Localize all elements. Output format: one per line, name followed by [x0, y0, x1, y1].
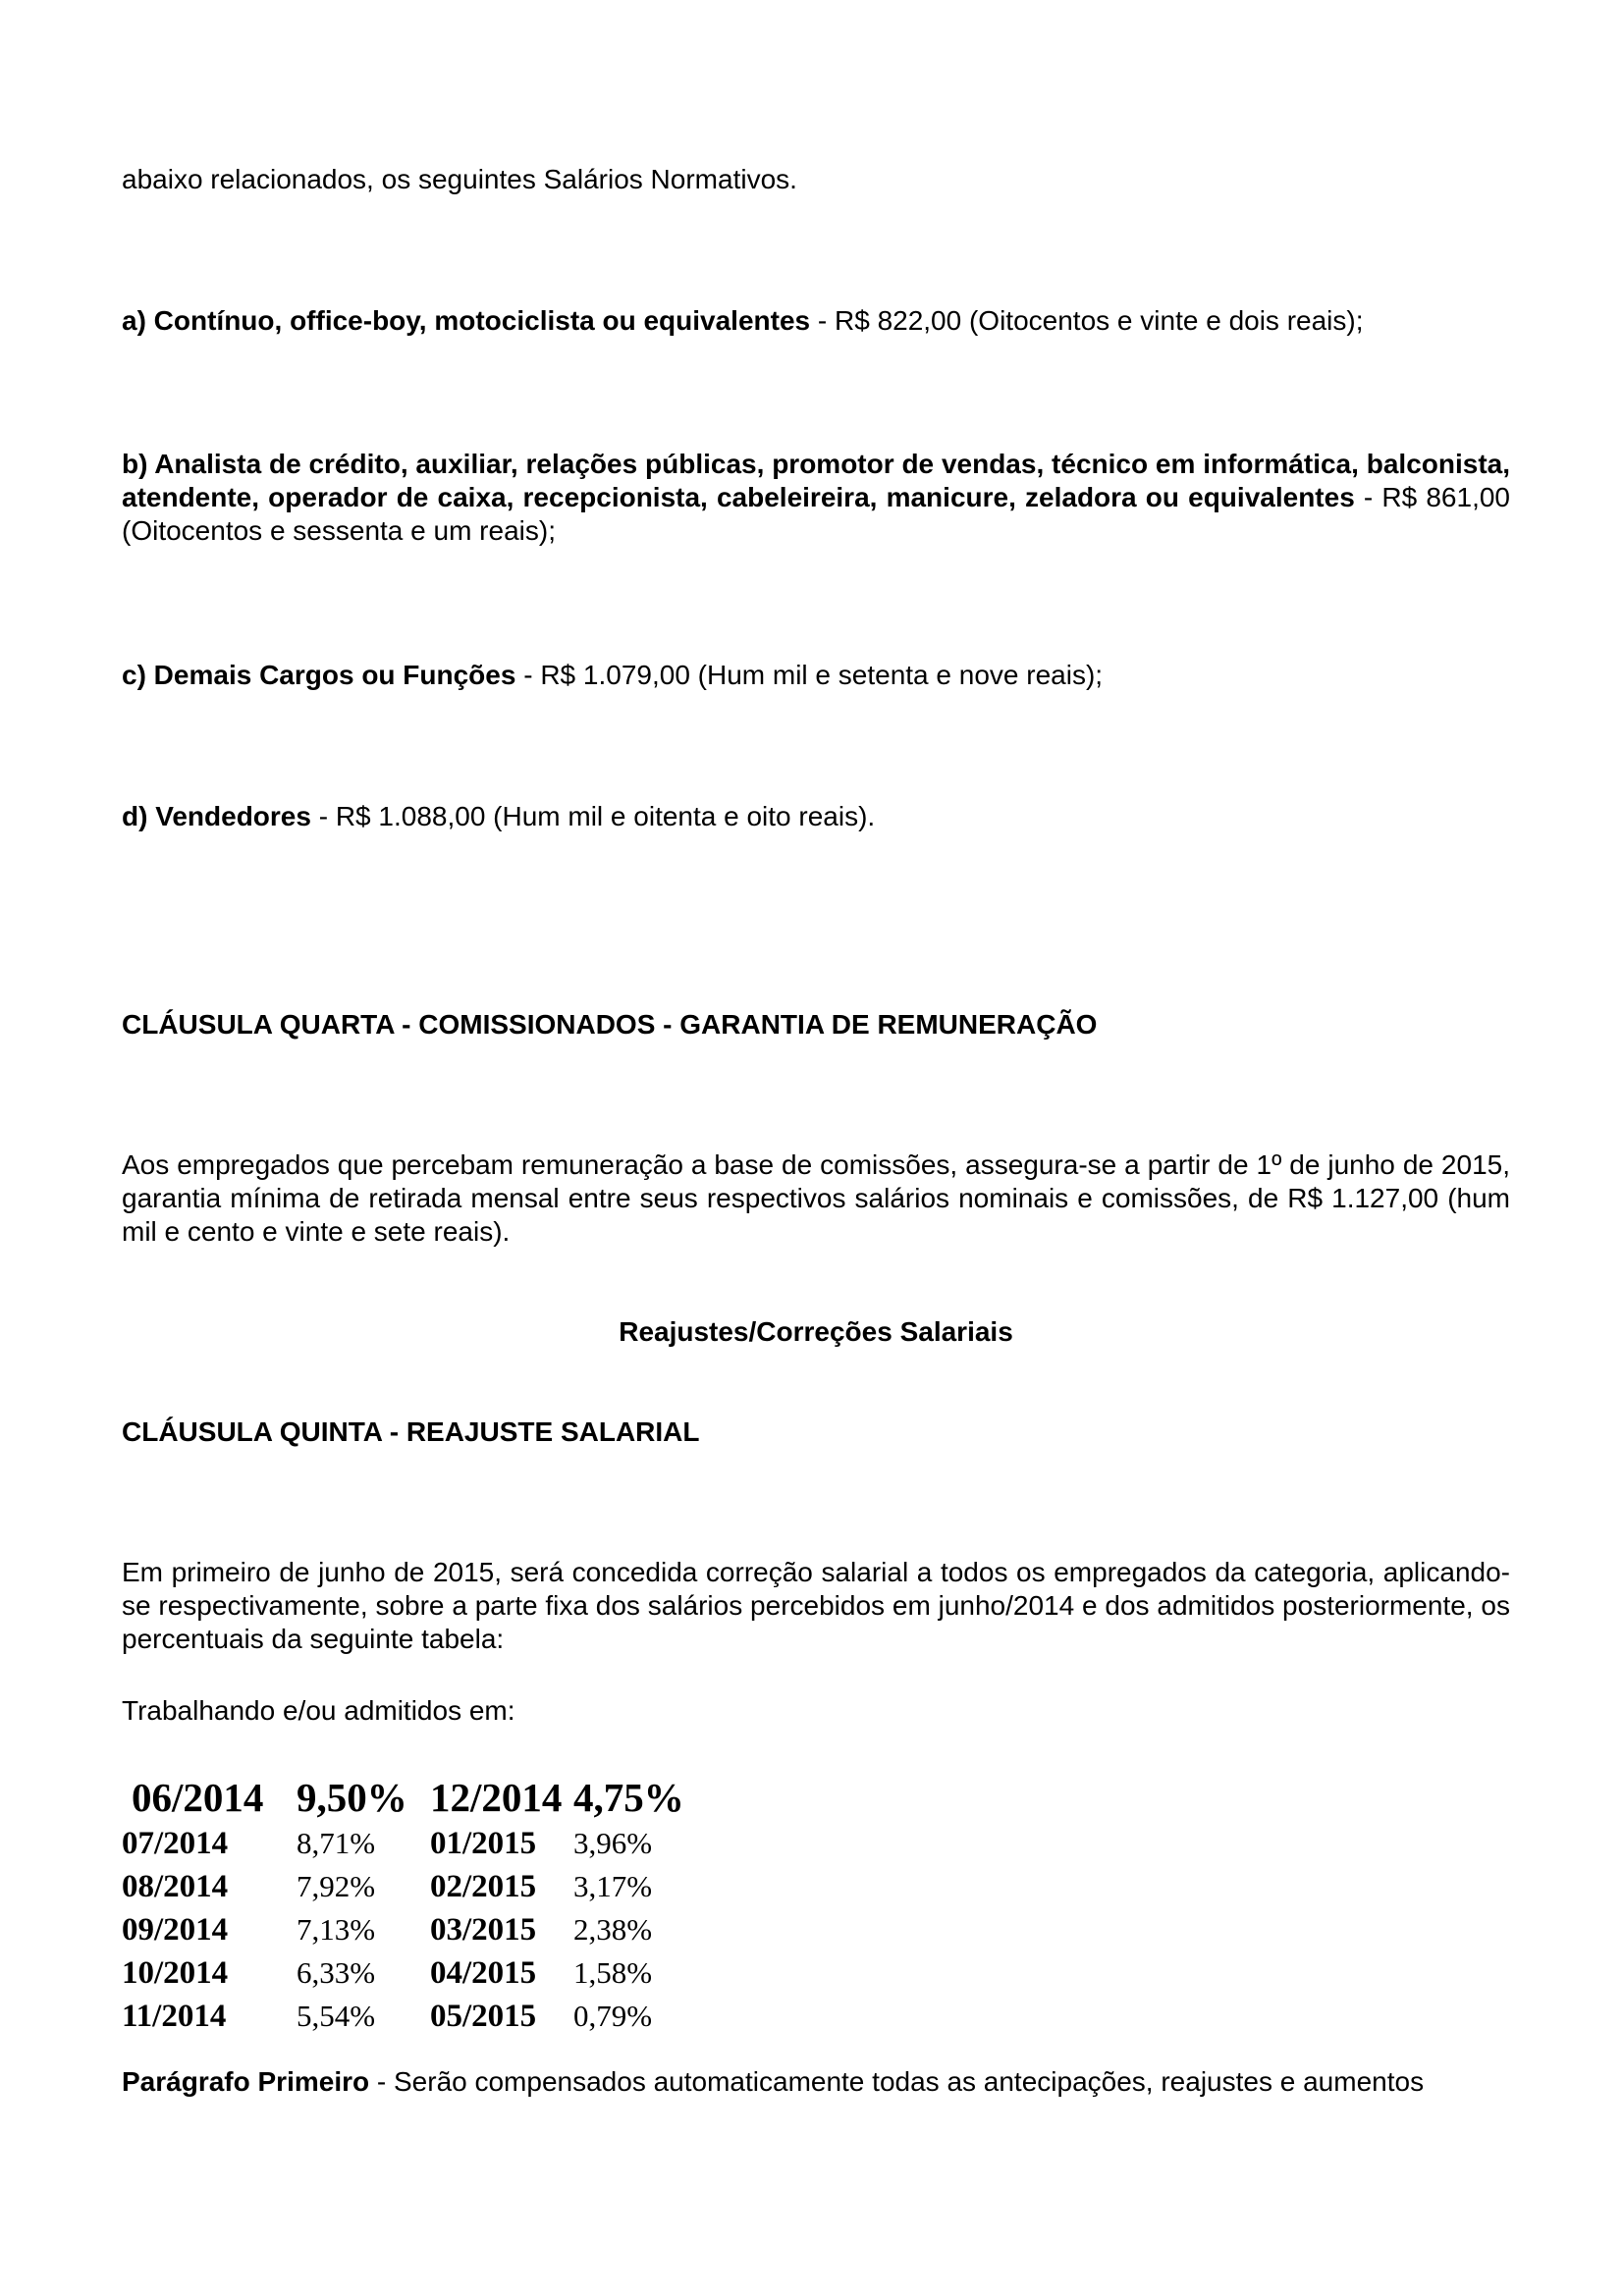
clause-five-title: CLÁUSULA QUINTA - REAJUSTE SALARIAL: [122, 1416, 700, 1447]
percent-cell: 3,96%: [573, 1826, 653, 1860]
percent-cell: 1,58%: [573, 1955, 653, 1990]
salary-item-value: - R$ 1.079,00 (Hum mil e setenta e nove reais);: [515, 660, 1104, 690]
clause-five-body: Em primeiro de junho de 2015, será concedida correção salarial a todos os empregados da categoria, aplicando-se respectivamente, sobre a parte fixa dos salários percebidos em junho/2014 e dos admitidos posteriormente, os percentuais da seguinte tabela:: [122, 1557, 1510, 1654]
month-cell: 06/2014: [132, 1775, 264, 1820]
salary-item-label: b) Analista de crédito, auxiliar, relações públicas, promotor de vendas, técnico em informática, balconista, atendente, operador de caixa, recepcionista, cabeleireira, manicure, zeladora ou equivalentes: [122, 449, 1510, 512]
percent-cell: 9,50%: [297, 1775, 407, 1820]
salary-item-d: [122, 800, 1510, 833]
month-cell: 12/2014: [430, 1775, 563, 1820]
salary-item-value: - R$ 1.088,00 (Hum mil e oitenta e oito reais).: [310, 801, 876, 831]
percent-cell: 5,54%: [297, 1999, 376, 2033]
paragraph-first: [122, 2065, 1510, 2099]
percent-cell: 8,71%: [297, 1826, 376, 1860]
table-row: [122, 1951, 691, 1995]
percent-cell: 3,17%: [573, 1869, 653, 1903]
rates-table: [122, 1773, 691, 2038]
salary-item-a: [122, 304, 1510, 338]
month-cell: 10/2014: [122, 1955, 229, 1991]
salary-item-c: [122, 659, 1510, 692]
salary-item-value: - R$ 861,00 (Oitocentos e sessenta e um reais);: [122, 482, 1510, 546]
salary-item-value: - R$ 822,00 (Oitocentos e vinte e dois reais);: [810, 305, 1364, 336]
salary-item-label: a) Contínuo, office-boy, motociclista ou equivalentes: [122, 305, 811, 336]
table-intro: Trabalhando e/ou admitidos em:: [122, 1695, 515, 1726]
percent-cell: 7,92%: [297, 1869, 376, 1903]
month-cell: 05/2015: [430, 1999, 537, 2034]
month-cell: 03/2015: [430, 1912, 537, 1948]
salary-item-b: [122, 448, 1510, 548]
clause-four-title: CLÁUSULA QUARTA - COMISSIONADOS - GARANTIA DE REMUNERAÇÃO: [122, 1009, 1098, 1040]
month-cell: 04/2015: [430, 1955, 537, 1991]
percent-cell: 2,38%: [573, 1912, 653, 1947]
table-row: [122, 1822, 691, 1865]
table-row: [122, 1908, 691, 1951]
month-cell: 07/2014: [122, 1826, 229, 1861]
month-cell: 11/2014: [122, 1999, 227, 2034]
table-row: [122, 1865, 691, 1908]
table-row: [122, 1995, 691, 2038]
percent-cell: 7,13%: [297, 1912, 376, 1947]
month-cell: 09/2014: [122, 1912, 229, 1948]
table-row: [122, 1773, 691, 1822]
paragraph-text: - Serão compensados automaticamente todas as antecipações, reajustes e aumentos: [369, 2066, 1425, 2097]
clause-four-body: Aos empregados que percebam remuneração a base de comissões, assegura-se a partir de 1º de junho de 2015, garantia mínima de retirada mensal entre seus respectivos salários nominais e comissões, de R$ 1.127,00 (hum mil e cento e vinte e sete reais).: [122, 1149, 1510, 1247]
percent-cell: 0,79%: [573, 1999, 653, 2033]
intro-paragraph: abaixo relacionados, os seguintes Salários Normativos.: [122, 164, 797, 194]
percent-cell: 4,75%: [573, 1775, 684, 1820]
month-cell: 08/2014: [122, 1869, 229, 1904]
salary-item-label: d) Vendedores: [122, 801, 311, 831]
section-title: Reajustes/Correções Salariais: [619, 1316, 1013, 1347]
month-cell: 02/2015: [430, 1869, 537, 1904]
percent-cell: 6,33%: [297, 1955, 376, 1990]
paragraph-label: Parágrafo Primeiro: [122, 2066, 370, 2097]
month-cell: 01/2015: [430, 1826, 537, 1861]
salary-item-label: c) Demais Cargos ou Funções: [122, 660, 516, 690]
